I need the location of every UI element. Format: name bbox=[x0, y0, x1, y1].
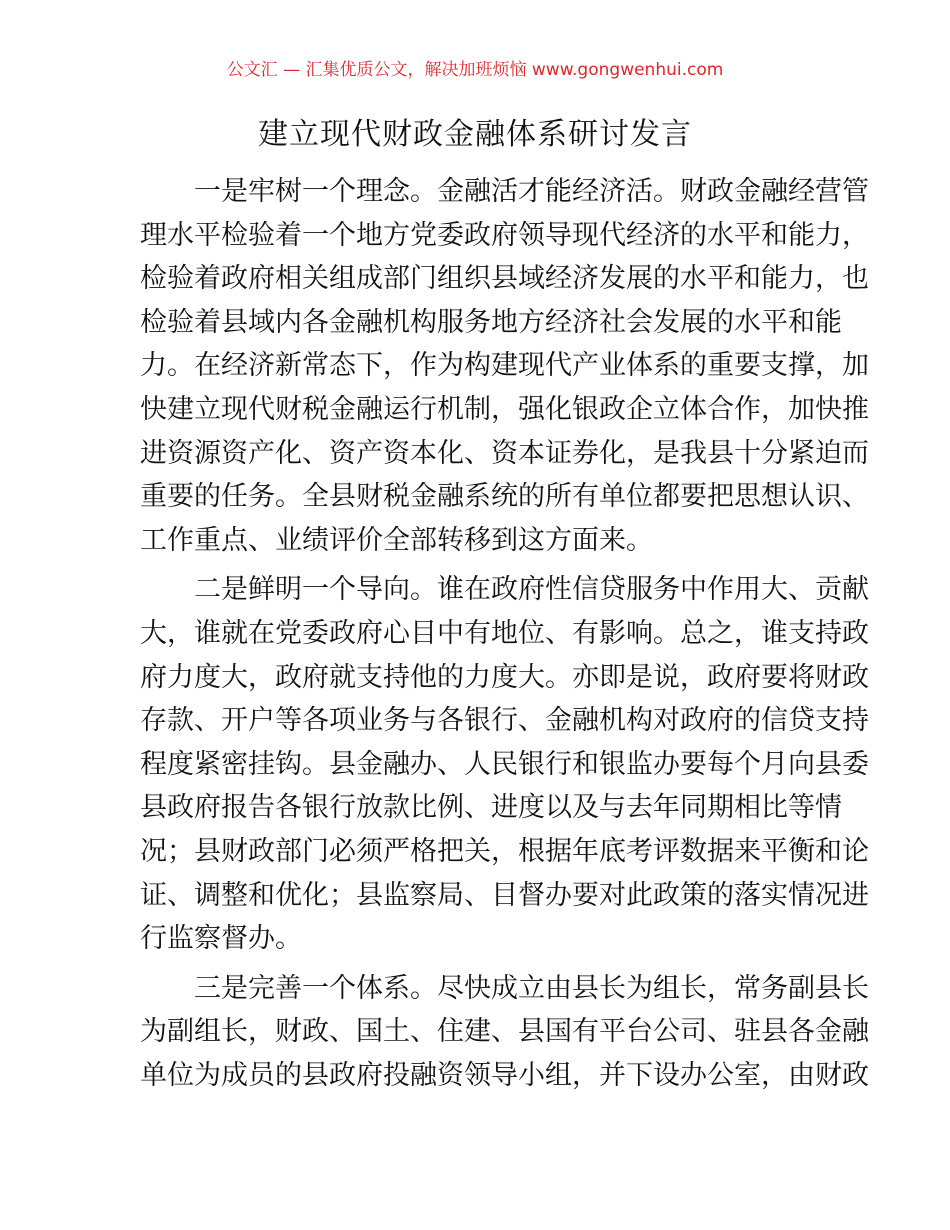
document-body bbox=[140, 170, 869, 1103]
paragraph bbox=[140, 170, 869, 562]
paragraph-line: 检验着县域内各金融机构服务地方经济社会发展的水平和能 bbox=[140, 306, 842, 338]
paragraph-line: 证、调整和优化；县监察局、目督办要对此政策的落实情况进 bbox=[140, 879, 869, 911]
paragraph-line: 重要的任务。全县财税金融系统的所有单位都要把思想认识、 bbox=[140, 481, 869, 513]
paragraph-line: 理水平检验着一个地方党委政府领导现代经济的水平和能力， bbox=[140, 219, 869, 251]
paragraph-line: 行监察督办。 bbox=[140, 923, 302, 955]
paragraph-line: 检验着政府相关组成部门组织县域经济发展的水平和能力，也 bbox=[140, 263, 869, 295]
paragraph-line: 况；县财政部门必须严格把关，根据年底考评数据来平衡和论 bbox=[140, 835, 869, 867]
paragraph-line: 存款、开户等各项业务与各银行、金融机构对政府的信贷支持 bbox=[140, 705, 869, 737]
paragraph-line: 单位为成员的县政府投融资领导小组，并下设办公室，由财政 bbox=[140, 1059, 869, 1091]
paragraph-line: 一是牢树一个理念。金融活才能经济活。财政金融经营管 bbox=[194, 176, 869, 207]
paragraph-line: 三是完善一个体系。尽快成立由县长为组长，常务副县长 bbox=[194, 972, 869, 1004]
document-title: 建立现代财政金融体系研讨发言 bbox=[258, 117, 692, 152]
paragraph-line: 为副组长，财政、国土、住建、县国有平台公司、驻县各金融 bbox=[140, 1016, 869, 1048]
paragraph-line: 大，谁就在党委政府心目中有地位、有影响。总之，谁支持政 bbox=[140, 617, 869, 649]
paragraph-line: 二是鲜明一个导向。谁在政府性信贷服务中作用大、贡献 bbox=[194, 574, 869, 606]
paragraph-line: 府力度大，政府就支持他的力度大。亦即是说，政府要将财政 bbox=[140, 661, 869, 693]
paragraph-line: 进资源资产化、资产资本化、资本证券化，是我县十分紧迫而 bbox=[140, 437, 869, 469]
paragraph-line: 程度紧密挂钩。县金融办、人民银行和银监办要每个月向县委 bbox=[140, 748, 869, 780]
paragraph bbox=[140, 568, 869, 960]
paragraph-line: 县政府报告各银行放款比例、进度以及与去年同期相比等情 bbox=[140, 792, 842, 824]
paragraph bbox=[140, 967, 869, 1098]
paragraph-line: 工作重点、业绩评价全部转移到这方面来。 bbox=[140, 524, 653, 556]
watermark-header: 公文汇 — 汇集优质公文，解决加班烦恼 www.gongwenhui.com bbox=[226, 60, 724, 80]
paragraph-line: 快建立现代财税金融运行机制，强化银政企立体合作，加快推 bbox=[140, 393, 869, 425]
paragraph-line: 力。在经济新常态下，作为构建现代产业体系的重要支撑，加 bbox=[140, 350, 869, 382]
